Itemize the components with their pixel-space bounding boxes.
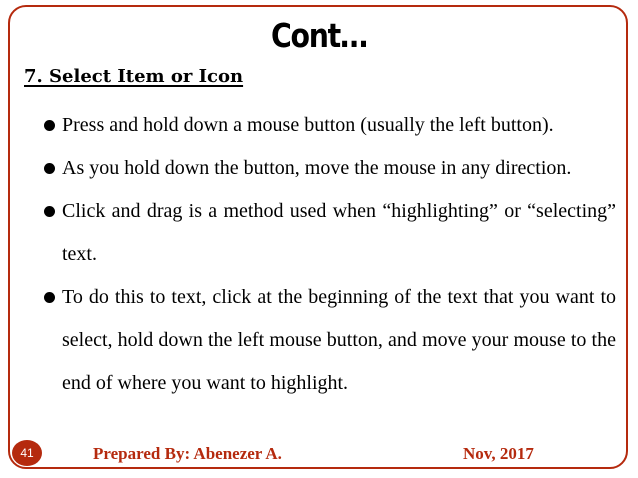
footer-author: Prepared By: Abenezer A. bbox=[93, 444, 282, 463]
bullet-text: Press and hold down a mouse button (usually the left button). bbox=[62, 114, 554, 136]
bullet-list bbox=[44, 104, 616, 405]
bullet-dot-icon bbox=[44, 206, 55, 217]
slide-number-badge: 41 bbox=[12, 440, 42, 466]
bullet-item bbox=[44, 104, 616, 147]
bullet-dot-icon bbox=[44, 163, 55, 174]
bullet-text: To do this to text, click at the beginning of the text that you want to select, hold down the left mouse button, and move your mouse to the end of where you want to highlight. bbox=[62, 286, 616, 394]
footer-date: Nov, 2017 bbox=[463, 444, 534, 463]
bullet-dot-icon bbox=[44, 120, 55, 131]
bullet-item bbox=[44, 147, 616, 190]
slide-title: Cont… bbox=[270, 16, 368, 55]
bullet-item bbox=[44, 276, 616, 405]
bullet-text: As you hold down the button, move the mouse in any direction. bbox=[62, 157, 572, 179]
section-heading: 7. Select Item or Icon bbox=[24, 66, 244, 87]
bullet-item bbox=[44, 190, 616, 276]
bullet-dot-icon bbox=[44, 292, 55, 303]
bullet-text: Click and drag is a method used when “highlighting” or “selecting” text. bbox=[62, 200, 616, 265]
